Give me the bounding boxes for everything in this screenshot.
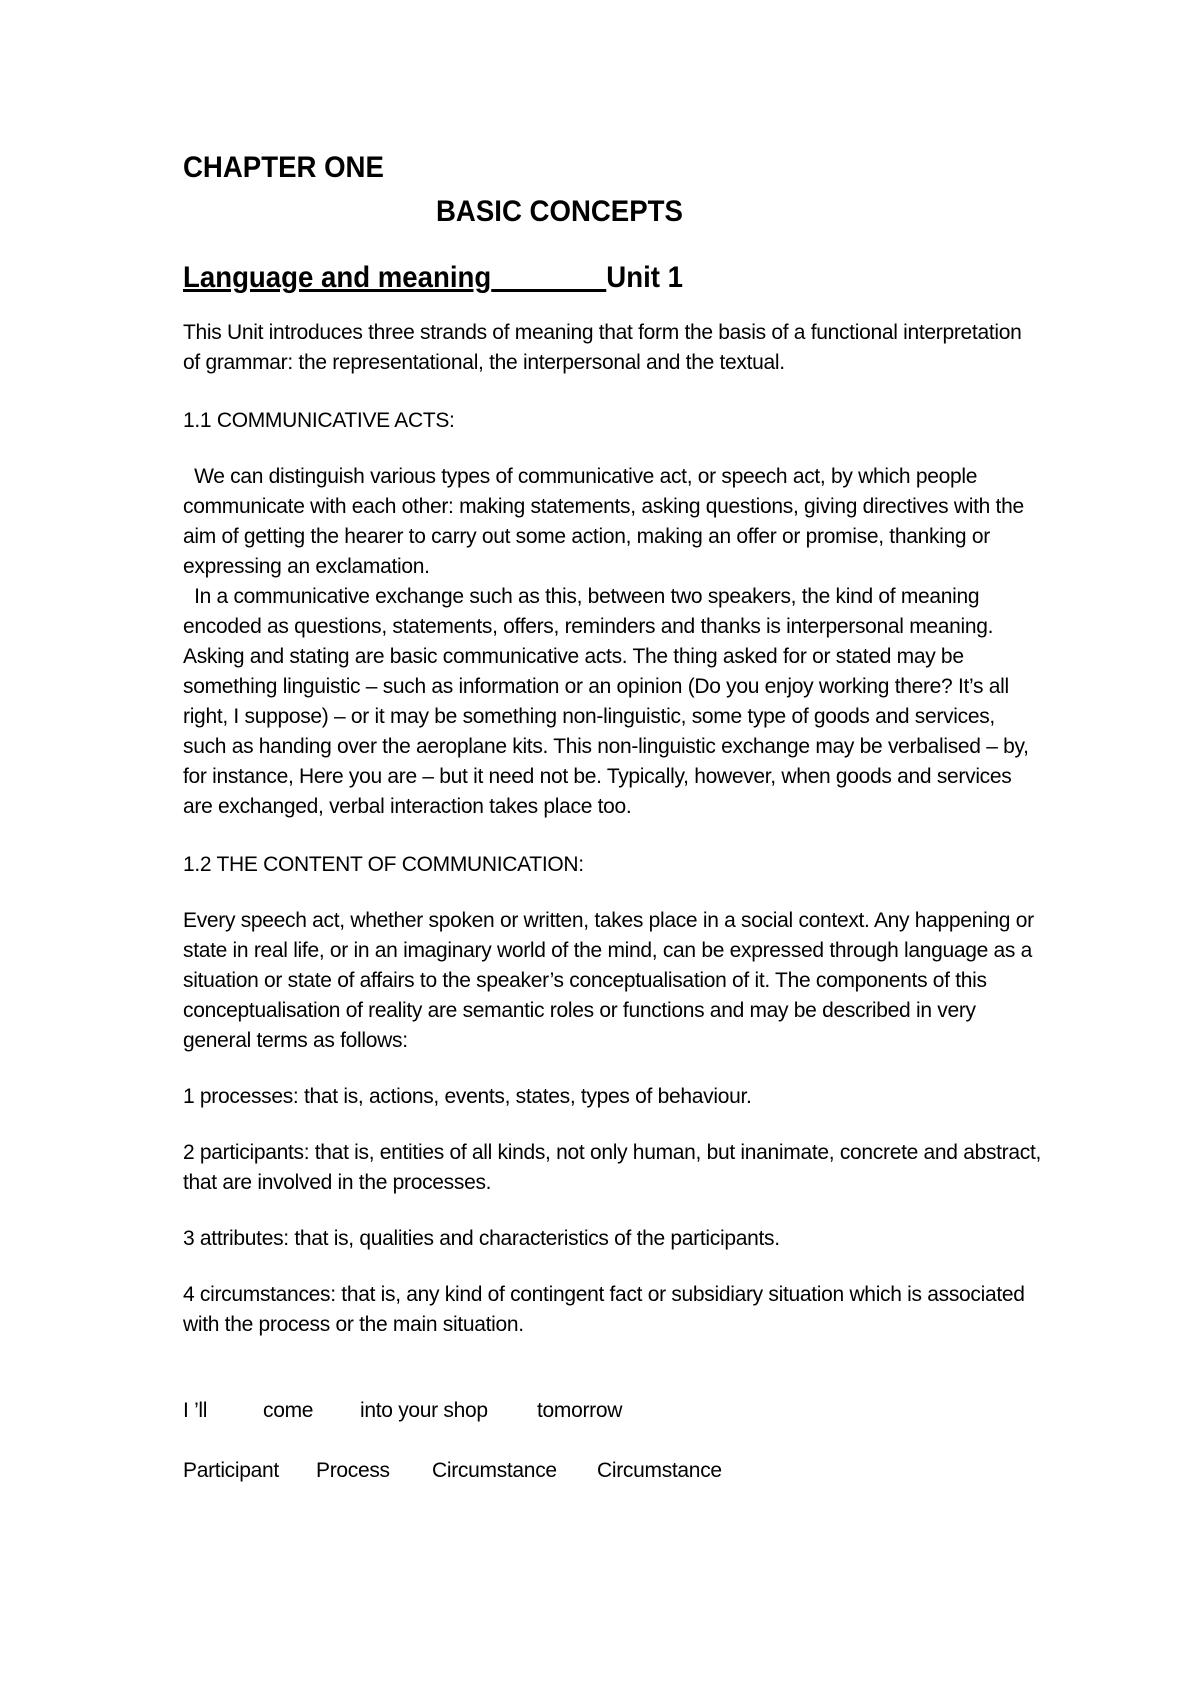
- unit-heading-title: Language and meaning: [183, 261, 492, 294]
- example-roles-row: [183, 1456, 1043, 1486]
- example-sentence-row: [183, 1396, 1043, 1426]
- example-role: Participant: [183, 1459, 279, 1482]
- example-word: into your shop: [360, 1399, 488, 1422]
- unit-heading-number: Unit 1: [606, 261, 683, 294]
- example-role: Circumstance: [597, 1459, 722, 1482]
- unit-heading-gap: [491, 261, 606, 294]
- section-title: BASIC CONCEPTS: [436, 195, 683, 228]
- example-word: tomorrow: [537, 1399, 623, 1422]
- example-word: I ’ll: [183, 1399, 208, 1422]
- list-item: 3 attributes: that is, qualities and characteristics of the participants.: [183, 1227, 780, 1250]
- example-role: Process: [316, 1459, 390, 1482]
- unit-heading: [183, 260, 974, 296]
- section-1-2-heading: 1.2 THE CONTENT OF COMMUNICATION:: [183, 853, 584, 876]
- example-role: Circumstance: [432, 1459, 557, 1482]
- unit-intro-paragraph: This Unit introduces three strands of meaning that form the basis of a functional interpretation of grammar: the representational, the interpersonal and the textual.: [183, 321, 1022, 374]
- section-1-1-heading: 1.1 COMMUNICATIVE ACTS:: [183, 409, 455, 432]
- list-item: 1 processes: that is, actions, events, states, types of behaviour.: [183, 1085, 752, 1108]
- section-1-1-paragraph-1: We can distinguish various types of communicative act, or speech act, by which people communicate with each other: making statements, asking questions, giving directives with the aim of getting the hearer to carry out some action, making an offer or promise, thanking or expressing an exclamation.: [183, 465, 1030, 578]
- example-word: come: [263, 1399, 314, 1422]
- section-1-1-paragraph-2: In a communicative exchange such as this, between two speakers, the kind of meaning encoded as questions, statements, offers, reminders and thanks is interpersonal meaning. Asking and stating are basic communicative acts. The thing asked for or stated may be something linguistic – such as information or an opinion (Do you enjoy working there? It’s all right, I suppose) – or it may be something non-linguistic, some type of goods and services, such as handing over the aeroplane kits. This non-linguistic exchange may be verbalised – by, for instance, Here you are – but it need not be. Typically, however, when goods and services are exchanged, verbal interaction takes place too.: [183, 585, 1035, 818]
- document-body: [183, 150, 1043, 1486]
- list-item: 2 participants: that is, entities of all kinds, not only human, but inanimate, concrete and abstract, that are involved in the processes.: [183, 1141, 1042, 1194]
- list-item: 4 circumstances: that is, any kind of contingent fact or subsidiary situation which is associated with the process or the main situation.: [183, 1283, 1025, 1336]
- chapter-title: CHAPTER ONE: [183, 151, 384, 184]
- section-1-2-paragraph-1: Every speech act, whether spoken or written, takes place in a social context. Any happening or state in real life, or in an imaginary world of the mind, can be expressed through language as a situation or state of affairs to the speaker’s conceptualisation of it. The components of this conceptualisation of reality are semantic roles or functions and may be described in very general terms as follows:: [183, 909, 1034, 1052]
